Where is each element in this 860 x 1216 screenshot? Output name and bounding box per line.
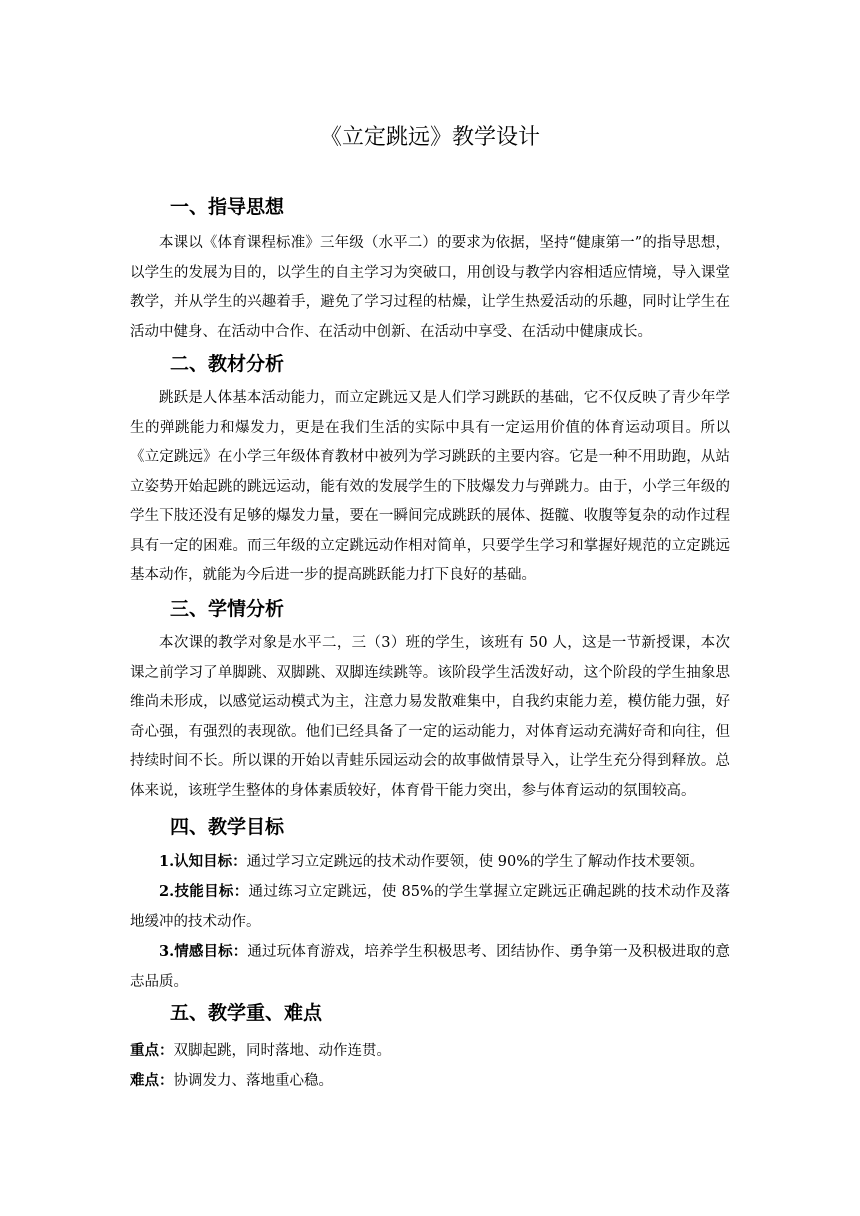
objective-text: 通过学习立定跳远的技术动作要领，使 90%的学生了解动作技术要领。	[246, 854, 704, 870]
key-point-item	[130, 1036, 730, 1067]
section-heading-guiding-ideology: 一、指导思想	[170, 196, 285, 218]
objective-label: 2.技能目标：	[159, 883, 249, 900]
objective-item-emotional	[130, 937, 730, 997]
section-paragraph-guiding-ideology: 本课以《体育课程标准》三年级（水平二）的要求为依据，坚持“健康第一”的指导思想，以学生的发展为目的，以学生的自主学习为突破口，用创设与教学内容相适应情境，导入课堂教学，并从学生的兴趣着手，避免了学习过程的枯燥，让学生热爱活动的乐趣，同时让学生在活动中健身、在活动中合作、在活动中创新、在活动中享受、在活动中健康成长。	[130, 235, 730, 340]
objective-item-cognitive	[130, 847, 730, 878]
section-heading-student-analysis: 三、学情分析	[170, 598, 285, 620]
objective-label: 3.情感目标：	[159, 943, 248, 960]
objective-text: 通过练习立定跳远，使 85%的学生掌握立定跳远正确起跳的技术动作及落地缓冲的技术动作。	[130, 884, 730, 930]
objective-text: 通过玩体育游戏，培养学生积极思考、团结协作、勇争第一及积极进取的意志品质。	[130, 944, 730, 990]
key-point-label: 重点：	[130, 1042, 174, 1059]
document-title: 《立定跳远》教学设计	[319, 125, 540, 150]
difficult-point-item	[130, 1066, 730, 1097]
key-point-text: 双脚起跳，同时落地、动作连贯。	[173, 1043, 391, 1059]
difficult-point-text: 协调发力、落地重心稳。	[173, 1073, 333, 1089]
section-heading-material-analysis: 二、教材分析	[170, 353, 285, 375]
section-paragraph-student-analysis: 本次课的教学对象是水平二，三（3）班的学生，该班有 50 人，这是一节新授课，本次课之前学习了单脚跳、双脚跳、双脚连续跳等。该阶段学生活泼好动，这个阶段的学生抽象思维尚未形成，以感觉运动模式为主，注意力易发散难集中，自我约束能力差，模仿能力强，好奇心强，有强烈的表现欲。他们已经具备了一定的运动能力，对体育运动充满好奇和向往，但持续时间不长。所以课的开始以青蛙乐园运动会的故事做情景导入，让学生充分得到释放。总体来说，该班学生整体的身体素质较好，体育骨干能力突出，参与体育运动的氛围较高。	[130, 635, 730, 799]
difficult-point-label: 难点：	[130, 1072, 174, 1089]
section-heading-key-difficult-points: 五、教学重、难点	[170, 1002, 323, 1024]
section-heading-teaching-objectives: 四、教学目标	[170, 816, 285, 838]
section-paragraph-material-analysis: 跳跃是人体基本活动能力，而立定跳远又是人们学习跳跃的基础，它不仅反映了青少年学生的弹跳能力和爆发力，更是在我们生活的实际中具有一定运用价值的体育运动项目。所以《立定跳远》在小学三年级体育教材中被列为学习跳跃的主要内容。它是一种不用助跑，从站立姿势开始起跳的跳远运动，能有效的发展学生的下肢爆发力与弹跳力。由于，小学三年级的学生下肢还没有足够的爆发力量，要在一瞬间完成跳跃的展体、挺髋、收腹等复杂的动作过程具有一定的困难。而三年级的立定跳远动作相对简单，只要学生学习和掌握好规范的立定跳远基本动作，就能为今后进一步的提高跳跃能力打下良好的基础。	[130, 390, 730, 583]
objective-label: 1.认知目标：	[159, 853, 247, 870]
objective-item-skill	[130, 877, 730, 937]
